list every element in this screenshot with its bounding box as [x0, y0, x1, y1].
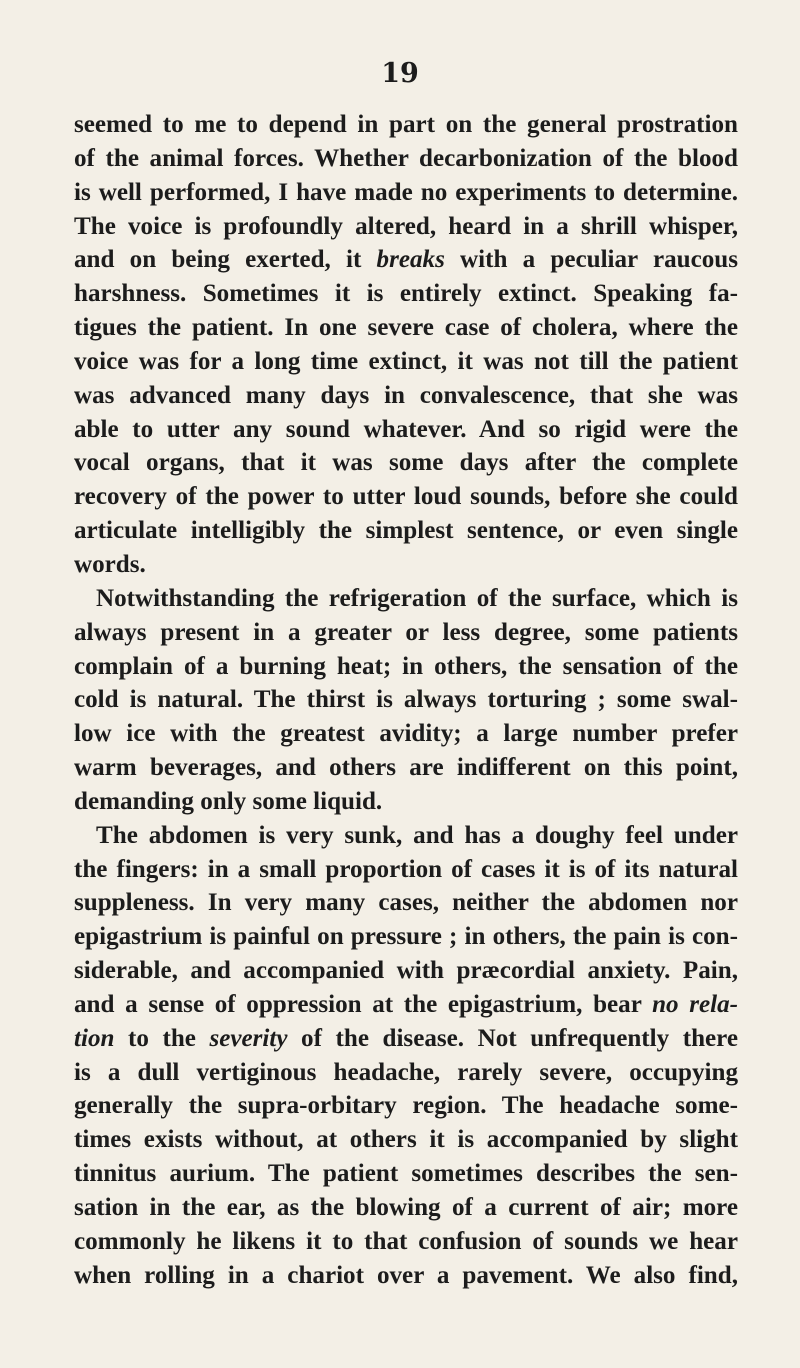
italic-emphasis: severity — [209, 1024, 288, 1052]
text-line: complain of a burning heat; in others, the sensation of the — [74, 652, 738, 680]
paragraph-start-line: Notwithstanding the refrigeration of the surface, which is — [96, 584, 738, 612]
text-line: voice was for a long time extinct, it was not till the patient — [74, 347, 738, 375]
text-line: vocal organs, that it was some days after the complete — [74, 449, 738, 477]
text-line: cold is natural. The thirst is always torturing ; some swal- — [74, 686, 738, 714]
italic-emphasis: breaks — [376, 246, 445, 274]
text-line: low ice with the greatest avidity; a large number prefer — [74, 720, 738, 748]
page-number: 19 — [381, 58, 419, 89]
text-line: harshness. Sometimes it is entirely extinct. Speaking fa- — [74, 280, 738, 308]
text-line: warm beverages, and others are indifferent on this point, — [74, 754, 738, 782]
text-line: of the animal forces. Whether decarbonization of the blood — [74, 144, 738, 172]
text-line: The voice is profoundly altered, heard in a shrill whisper, — [74, 212, 738, 240]
text-line: tinnitus aurium. The patient sometimes describes the sen- — [74, 1160, 738, 1188]
paragraph-start-line: The abdomen is very sunk, and has a doughy feel under — [96, 821, 738, 849]
text-line: sation in the ear, as the blowing of a current of air; more — [74, 1194, 738, 1221]
text-line: always present in a greater or less degree, some patients — [74, 618, 738, 646]
text-line: demanding only some liquid. — [74, 787, 383, 815]
text-line: commonly he likens it to that confusion of sounds we hear — [74, 1227, 738, 1255]
text-line: recovery of the power to utter loud sounds, before she could — [74, 483, 738, 511]
text-line: and on being exerted, it breaks with a peculiar raucous — [74, 246, 738, 274]
text-line: suppleness. In very many cases, neither the abdomen nor — [74, 889, 738, 917]
text-line: siderable, and accompanied with præcordial anxiety. Pain, — [74, 957, 738, 985]
text-line: able to utter any sound whatever. And so rigid were the — [74, 415, 738, 443]
text-line: is well performed, I have made no experiments to determine. — [74, 178, 738, 206]
text-line: and a sense of oppression at the epigastrium, bear no rela- — [74, 990, 738, 1018]
text-line: words. — [74, 550, 146, 578]
text-line: seemed to me to depend in part on the general prostration — [74, 111, 738, 138]
text-line: was advanced many days in convalescence, that she was — [74, 381, 738, 409]
text-line: the fingers: in a small proportion of cases it is of its natural — [74, 855, 738, 883]
body-text — [74, 108, 738, 1293]
text-line: articulate intelligibly the simplest sentence, or even single — [74, 517, 738, 545]
text-line: epigastrium is painful on pressure ; in others, the pain is con- — [74, 923, 738, 951]
italic-emphasis: no rela- — [652, 990, 738, 1018]
text-line: is a dull vertiginous headache, rarely severe, occupying — [74, 1058, 738, 1086]
text-line: when rolling in a chariot over a pavement. We also find, — [74, 1261, 738, 1289]
text-line: times exists without, at others it is accompanied by slight — [74, 1126, 738, 1154]
italic-emphasis: tion — [74, 1024, 115, 1052]
text-line: tigues the patient. In one severe case of cholera, where the — [74, 314, 738, 342]
text-line: tion to the severity of the disease. Not unfrequently there — [74, 1024, 738, 1052]
text-line: generally the supra-orbitary region. The headache some- — [74, 1092, 738, 1120]
